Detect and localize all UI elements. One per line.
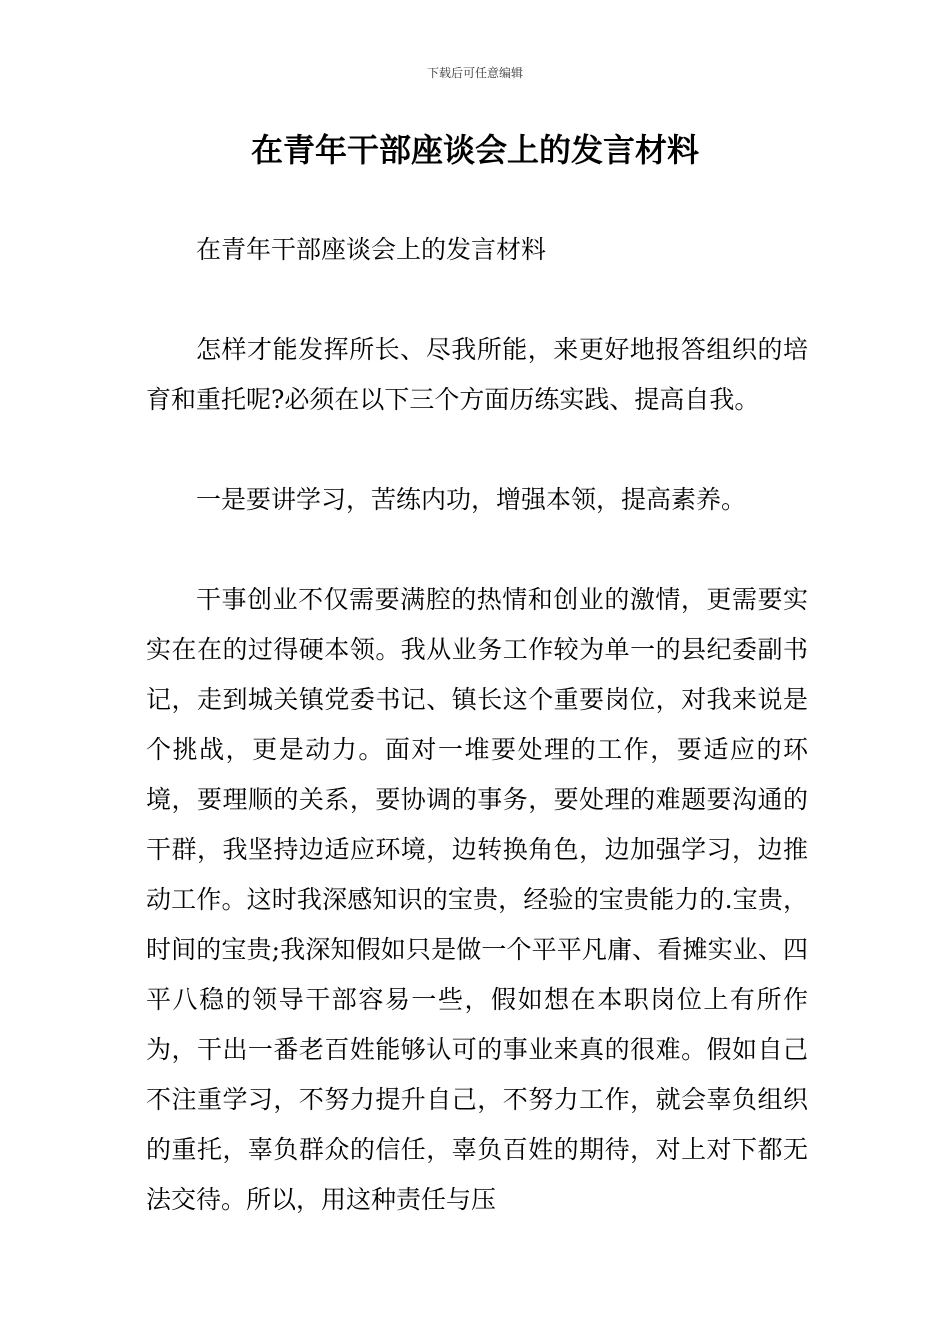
- paragraph-point-one: 一是要讲学习，苦练内功，增强本领，提高素养。: [196, 485, 747, 514]
- document-body: [146, 225, 808, 1225]
- paragraph-subtitle: 在青年干部座谈会上的发言材料: [196, 235, 547, 264]
- paragraph-gap: [146, 525, 808, 575]
- paragraph-gap: [146, 275, 808, 325]
- document-title: 在青年干部座谈会上的发言材料: [250, 131, 699, 169]
- paragraph-intro: 怎样才能发挥所长、尽我所能，来更好地报答组织的培育和重托呢?必须在以下三个方面历练实践、提高自我。: [146, 335, 808, 414]
- paragraph-gap: [146, 425, 808, 475]
- page-header-note: 下载后可任意编辑: [426, 66, 523, 80]
- paragraph-main-body: 干事创业不仅需要满腔的热情和创业的激情，更需要实实在在的过得硬本领。我从业务工作较为单一的县纪委副书记，走到城关镇党委书记、镇长这个重要岗位，对我来说是个挑战，更是动力。面对一堆要处理的工作，要适应的环境，要理顺的关系，要协调的事务，要处理的难题要沟通的干群，我坚持边适应环境，边转换角色，边加强学习，边推动工作。这时我深感知识的宝贵，经验的宝贵能力的.宝贵，时间的宝贵;我深知假如只是做一个平平凡庸、看摊实业、四平八稳的领导干部容易一些，假如想在本职岗位上有所作为，干出一番老百姓能够认可的事业来真的很难。假如自己不注重学习，不努力提升自己，不努力工作，就会辜负组织的重托，辜负群众的信任，辜负百姓的期待，对上对下都无法交待。所以，用这种责任与压: [146, 585, 808, 1214]
